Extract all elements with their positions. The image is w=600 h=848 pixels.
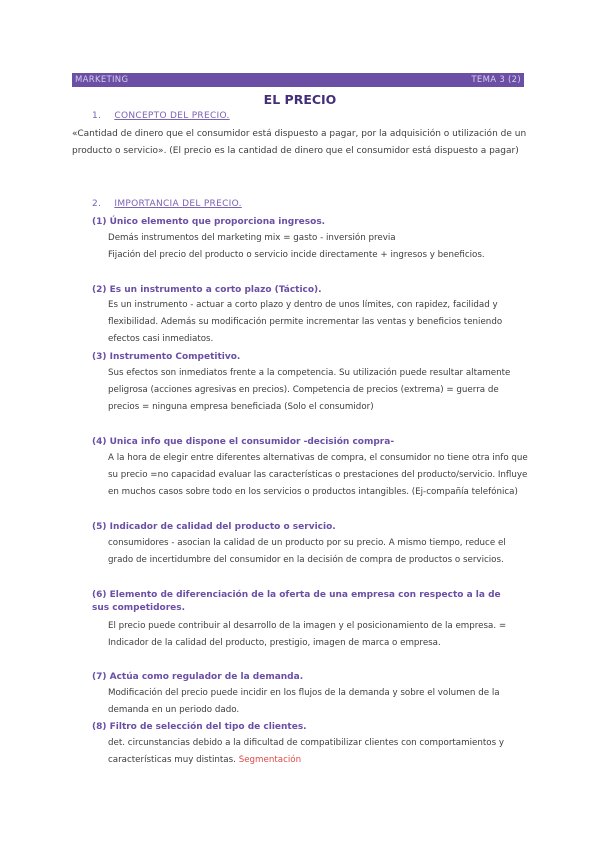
item-6-body: El precio puede contribuir al desarrollo de la imagen y el posicionamiento de la empresa. = Indicador de la calidad del producto, prestigio, imagen de marca o empresa.: [108, 621, 507, 648]
section-1-heading: [92, 111, 230, 121]
item-6-title: (6) Elemento de diferenciación de la oferta de una empresa con respecto a la de sus competidores.: [92, 590, 501, 613]
section-2-heading: [92, 199, 242, 209]
item-7-title: (7) Actúa como regulador de la demanda.: [92, 672, 304, 682]
segmentation-note: Segmentación: [238, 755, 302, 765]
item-4-body: A la hora de elegir entre diferentes alternativas de compra, el consumidor no tiene otra info que su precio =no capacidad evaluar las características o prestaciones del producto/servicio. Influye en muchos casos sobre todo en los servicios o productos intangibles. (Ej-compañía telefónica): [108, 453, 528, 497]
page-title: EL PRECIO: [263, 92, 337, 107]
item-8-body: [108, 735, 528, 769]
item-4-title: (4) Unica info que dispone el consumidor -decisión compra-: [92, 437, 395, 447]
section-1-label: CONCEPTO DEL PRECIO.: [114, 111, 230, 121]
item-7-body: Modificación del precio puede incidir en los flujos de la demanda y sobre el volumen de la demanda en un periodo dado.: [108, 688, 500, 715]
header-topic: TEMA 3 (2): [471, 75, 521, 85]
item-1-title: (1) Único elemento que proporciona ingresos.: [92, 217, 326, 227]
item-5-title: (5) Indicador de calidad del producto o servicio.: [92, 522, 336, 532]
item-8-body-text: det. circunstancias debido a la dificultad de compatibilizar clientes con comportamientos y características muy distintas.: [108, 738, 504, 765]
item-2-body: Es un instrumento - actuar a corto plazo y dentro de unos límites, con rapidez, facilidad y flexibilidad. Además su modificación permite incrementar las ventas y beneficios teniendo efectos casi inmediatos.: [108, 300, 503, 344]
section-1-text: «Cantidad de dinero que el consumidor está dispuesto a pagar, por la adquisición o utilización de un producto o servicio». (El precio es la cantidad de dinero que el consumidor está dispuesto a pagar): [72, 129, 527, 156]
header-bar: [72, 73, 524, 87]
item-3-body: Sus efectos son inmediatos frente a la competencia. Su utilización puede resultar altamente peligrosa (acciones agresivas en precios). Competencia de precios (extrema) = guerra de precios = ninguna empresa beneficiada (Solo el consumidor): [108, 368, 511, 412]
item-3-title: (3) Instrumento Competitivo.: [92, 352, 241, 362]
item-1-body: Demás instrumentos del marketing mix = gasto - inversión previa Fijación del precio del producto o servicio incide directamente + ingresos y beneficios.: [108, 233, 485, 260]
item-5-body: consumidores - asocian la calidad de un producto por su precio. A mismo tiempo, reduce el grado de incertidumbre del consumidor en la decisión de compra de productos o servicios.: [108, 538, 506, 565]
header-subject: MARKETING: [75, 75, 129, 85]
item-8-title: (8) Filtro de selección del tipo de clientes.: [92, 722, 307, 732]
item-2-title: (2) Es un instrumento a corto plazo (Táctico).: [92, 285, 322, 295]
section-2-number: 2.: [92, 199, 102, 209]
section-1-number: 1.: [92, 111, 102, 121]
section-2-label: IMPORTANCIA DEL PRECIO.: [114, 199, 242, 209]
